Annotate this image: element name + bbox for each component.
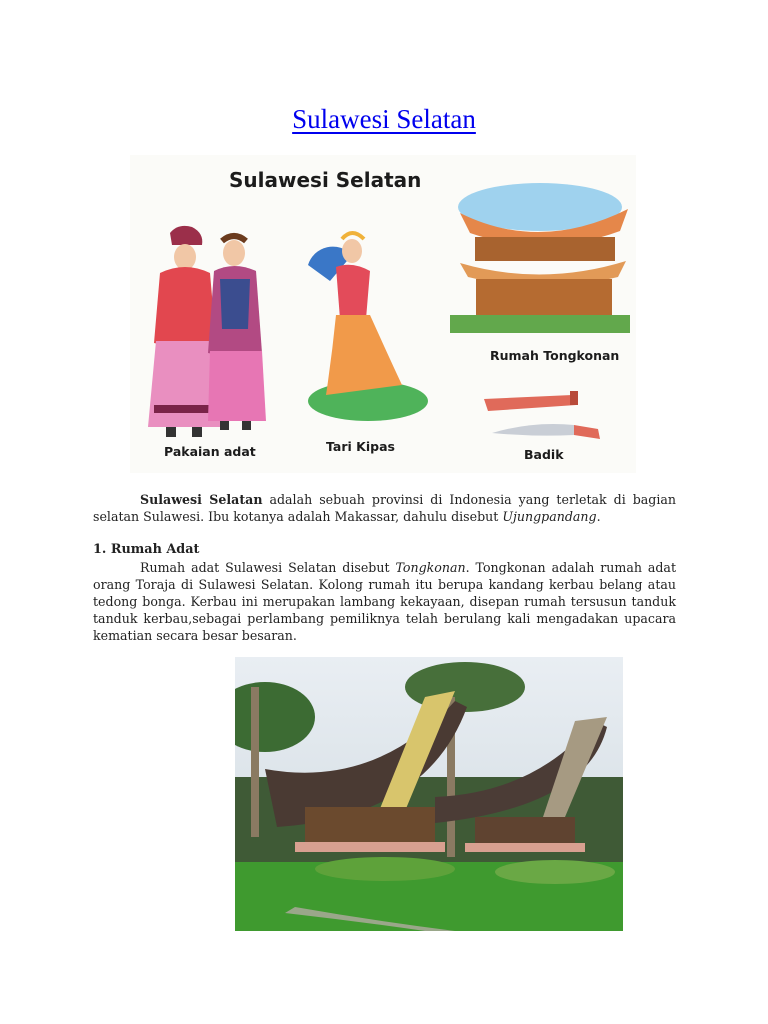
section-heading-rumah-adat: 1. Rumah Adat [93,542,200,557]
intro-italic-term: Ujungpandang [502,509,597,524]
intro-text-1: adalah sebuah provinsi di Indonesia yang terletak di bagian selatan Sulawesi. Ibu kotanya adalah Makassar, dahulu disebut [93,492,676,524]
tongkonan-photo [235,657,623,931]
figure-woman-pakaian-adat [208,236,266,430]
caption-rumah-tongkonan: Rumah Tongkonan [490,348,620,363]
section1-italic-term: Tongkonan [395,560,466,575]
caption-badik: Badik [524,447,564,462]
section1-text-1: Rumah adat Sulawesi Selatan disebut [140,560,396,575]
illustration-artwork [130,155,636,473]
section-rumah-adat-paragraph [93,559,676,644]
section1-text-2: . Tongkonan adalah rumah adat orang Toraja di Sulawesi Selatan. Kolong rumah itu berupa kandang kerbau belang atau tedong bonga. Kerbau ini merupakan lambang kekayaan, disepan rumah tersusun tanduk tanduk kerbau,sebagai perlambang pemiliknya telah berulang kali mengadakan upacara kematian secara besar besaran. [93,560,677,643]
illustration-heading: Sulawesi Selatan [229,168,422,192]
intro-text-2: . [596,509,601,524]
figure-tari-kipas-dancer [308,233,428,421]
page-title[interactable]: Sulawesi Selatan [292,104,476,134]
caption-tari-kipas: Tari Kipas [326,439,395,454]
intro-paragraph [93,491,676,525]
figure-badik [484,391,600,439]
illustration-sulawesi-selatan [130,155,636,473]
figure-rumah-tongkonan [450,183,630,333]
intro-bold-term: Sulawesi Selatan [140,492,263,507]
caption-pakaian-adat: Pakaian adat [164,444,256,459]
